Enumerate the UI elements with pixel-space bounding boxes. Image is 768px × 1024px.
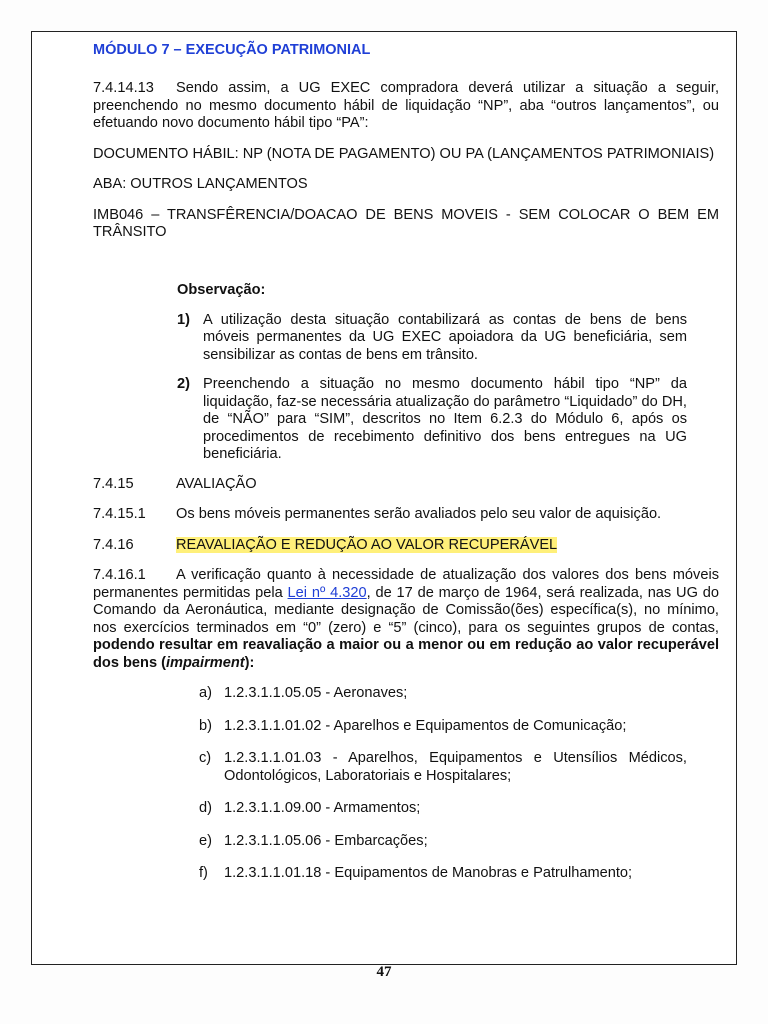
page-number: 47 xyxy=(376,964,392,980)
observation-block xyxy=(177,282,687,464)
section-number: 7.4.16.1 xyxy=(93,567,146,583)
section-number: 7.4.15 xyxy=(93,475,134,492)
aba-line: ABA: OUTROS LANÇAMENTOS xyxy=(93,176,308,192)
list-letter: c) xyxy=(199,750,212,766)
module-header: MÓDULO 7 – EXECUÇÃO PATRIMONIAL xyxy=(93,42,371,58)
section-number: 7.4.15.1 xyxy=(93,506,146,522)
list-text: 1.2.3.1.1.05.05 - Aeronaves; xyxy=(224,685,408,701)
list-item xyxy=(199,800,687,818)
observation-item xyxy=(177,376,687,464)
closing-text: ): xyxy=(244,654,255,671)
italic-term: impairment xyxy=(165,654,245,671)
heading-7-4-16 xyxy=(93,537,719,555)
lei-4320-link[interactable]: Lei nº 4.320 xyxy=(287,584,367,601)
observation-title: Observação: xyxy=(177,281,266,298)
section-text: A verificação quanto à necessidade de atualização dos valores dos bens móveis permanentes permitidas pela xyxy=(93,567,719,601)
list-item xyxy=(199,750,687,785)
list-letter: b) xyxy=(199,717,212,734)
list-text: 1.2.3.1.1.01.18 - Equipamentos de Manobras e Patrulhamento; xyxy=(224,865,633,881)
heading-7-4-15 xyxy=(93,476,719,494)
section-title: AVALIAÇÃO xyxy=(176,475,257,492)
account-list xyxy=(199,685,687,883)
observation-item xyxy=(177,312,687,365)
list-item xyxy=(199,833,687,851)
list-item xyxy=(199,718,687,736)
observation-number: 1) xyxy=(177,311,190,328)
list-letter: d) xyxy=(199,800,212,816)
list-item xyxy=(199,685,687,703)
paragraph-7-4-16-1 xyxy=(93,567,719,672)
list-letter: e) xyxy=(199,832,212,849)
paragraph-7-4-15-1 xyxy=(93,506,719,524)
section-text: Sendo assim, a UG EXEC compradora deverá utilizar a situação a seguir, preenchendo no mesmo documento hábil de liquidação “NP”, aba “outros lançamentos”, ou efetuando novo documento hábil tipo “PA”: xyxy=(93,80,719,131)
list-text: 1.2.3.1.1.09.00 - Armamentos; xyxy=(224,800,421,816)
list-text: 1.2.3.1.1.05.06 - Embarcações; xyxy=(224,832,428,849)
observation-number: 2) xyxy=(177,376,190,392)
document-page xyxy=(31,31,737,980)
list-item xyxy=(199,865,687,883)
observation-text: Preenchendo a situação no mesmo documento hábil tipo “NP” da liquidação, faz-se necessária atualização do parâmetro “Liquidado” do DH, de “NÃO” para “SIM”, descritos no Item 6.2.3 do Módulo 6, após os procedimentos de recebimento definitivo dos bens entregues na UG beneficiária. xyxy=(203,376,687,462)
page-content xyxy=(93,42,719,898)
imb-situation-line: IMB046 – TRANSFÊRENCIA/DOACAO DE BENS MOVEIS - SEM COLOCAR O BEM EM TRÂNSITO xyxy=(93,206,719,240)
list-text: 1.2.3.1.1.01.02 - Aparelhos e Equipamentos de Comunicação; xyxy=(224,717,627,734)
section-text-continued: , de 17 de março de 1964, será realizada, nas UG do Comando da Aeronáutica, mediante designação de Comissão(ões) específica(s), no mínimo, nos exercícios terminados em “0” (zero) e “5” (cinco), para os seguintes grupos de contas, xyxy=(93,584,719,636)
section-text: Os bens móveis permanentes serão avaliados pelo seu valor de aquisição. xyxy=(176,506,662,522)
bold-text: podendo resultar em reavaliação a maior ou a menor ou em redução ao valor recuperável dos bens ( xyxy=(93,637,719,671)
list-text: 1.2.3.1.1.01.03 - Aparelhos, Equipamentos e Utensílios Médicos, Odontológicos, Laboratoriais e Hospitalares; xyxy=(224,750,687,784)
list-letter: f) xyxy=(199,865,208,881)
section-number: 7.4.14.13 xyxy=(93,80,154,96)
documento-habil-line: DOCUMENTO HÁBIL: NP (NOTA DE PAGAMENTO) OU PA (LANÇAMENTOS PATRIMONIAIS) xyxy=(93,145,715,162)
section-number: 7.4.16 xyxy=(93,536,134,553)
highlighted-section-title: REAVALIAÇÃO E REDUÇÃO AO VALOR RECUPERÁVEL xyxy=(176,536,558,553)
paragraph-7-4-14-13 xyxy=(93,80,719,133)
list-letter: a) xyxy=(199,685,212,701)
observation-text: A utilização desta situação contabilizará as contas de bens de bens móveis permanentes da UG EXEC apoiadora da UG beneficiária, sem sensibilizar as contas de bens em trânsito. xyxy=(203,311,687,363)
